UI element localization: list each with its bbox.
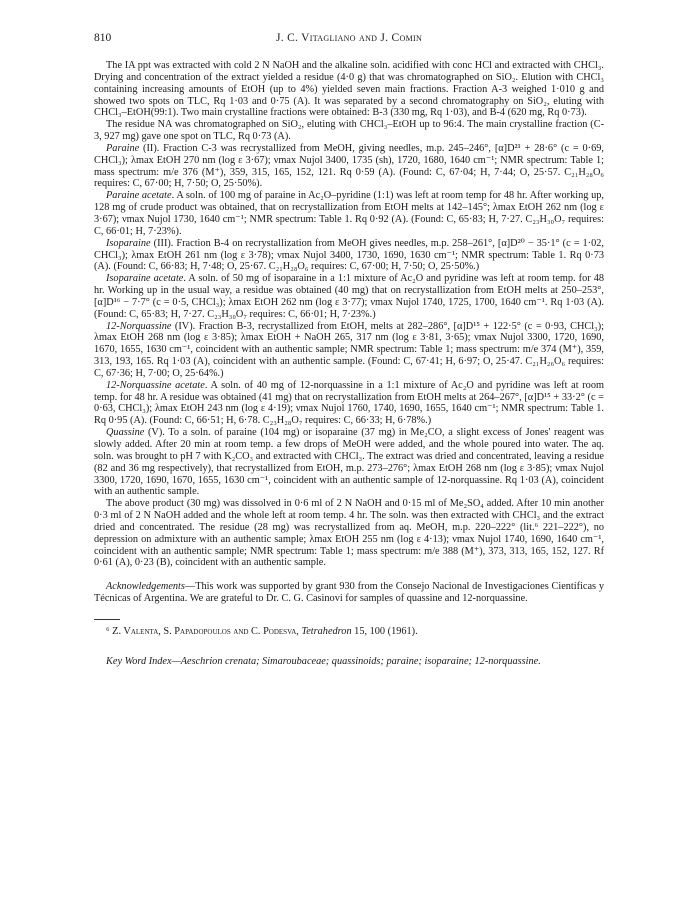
keyword-index: Key Word Index—Aeschrion crenata; Simaroubaceae; quassinoids; paraine; isoparaine; 12-norquassine. [106,655,541,667]
paragraph-isoparaine-acetate: Isoparaine acetate. A soln. of 50 mg of isoparaine in a 1:1 mixture of Ac₂O and pyridine was left at room temp. for 48 hr. Working up in the usual way, a residue was obtained (40 mg) that on recrystallization from EtOH melts at 250–253°, [α]D¹⁶ − 7·7° (c = 0·5, CHCl₃); λmax EtOH 262 nm (log ε 3·77); νmax Nujol 1740, 1725, 1700, 1640 cm⁻¹. Rq 1·03 (A). (Found: C, 65·83; H, 7·27. C₂₃H₃₀O₇ requires: C, 66·01; H, 7·23%.) [94,273,605,320]
paragraph-norquassine-acetate: 12-Norquassine acetate. A soln. of 40 mg of 12-norquassine in a 1:1 mixture of Ac₂O and pyridine was left at room temp. for 48 hr. A residue was obtained (41 mg) that on recrystallization from EtOH melts at 264–267°, [α]D¹⁵ + 33·2° (c = 0·63, CHCl₃); λmax EtOH 243 nm (log ε 4·19); νmax Nujol 1760, 1740, 1690, 1655, 1640 cm⁻¹; NMR spectrum: Table 1. Rq 0·95 (A). (Found: C, 66·51; H, 6·78. C₂₃H₂₈O₇ requires: C, 66·33; H, 6·78%.) [94,379,604,427]
paragraph-paraine-acetate: Paraine acetate. A soln. of 100 mg of paraine in Ac₂O–pyridine (1:1) was left at room temp for 48 hr. After working up, 128 mg of crude product was obtained, that on recrystallization from EtOH melts at 142–145°; λmax EtOH 262 nm (log ε 3·67); νmax Nujol 1730, 1640 cm⁻¹; NMR spectrum: Table 1. Rq 0·92 (A). (Found: C, 65·83; H, 7·27. C₂₃H₃₀O₇ requires: C, 66·01; H, 7·23%). [94,190,604,237]
paragraph-residue-na: The residue NA was chromatographed on SiO₂, eluting with CHCl₃–EtOH up to 96:4. The main crystalline fraction (C-3, 927 mg) gave one spot on TLC, Rq 0·73 (A). [94,119,604,143]
keyword-title: Key Word Index [106,655,172,667]
compound-heading: Quassine [106,427,145,439]
paragraph-isoparaine: Isoparaine (III). Fraction B-4 on recrystallization from MeOH gives needles, m.p. 258–261°, [α]D²⁰ − 35·1° (c = 1·02, CHCl₃); λmax EtOH 261 nm (log ε 3·78); νmax Nujol 3400, 1730, 1690, 1630 cm⁻¹; NMR spectrum: Table 1. Rq 0·73 (A). (Found: C, 66·83; H, 7·48; O, 25·67. C₂₁H₂₈O₆ requires: C, 67·00; H, 7·50; O, 25·50%.) [94,237,604,273]
page-number: 810 [94,32,112,44]
compound-heading: 12-Norquassine [106,320,172,332]
acknowledgements: Acknowledgements—This work was supported by grant 930 from the Consejo Nacional de Investigaciones Científicas y Técnicas of Argentina. We are grateful to Dr. C. G. Casinovi for samples of quassine and 12-norquassine. [94,581,604,605]
compound-heading: 12-Norquassine acetate [106,379,205,391]
compound-heading: Isoparaine acetate [106,273,184,285]
paragraph-norquassine: 12-Norquassine (IV). Fraction B-3, recrystallized from EtOH, melts at 282–286°, [α]D¹⁵ + 122·5° (c = 0·93, CHCl₃); λmax EtOH 268 nm (log ε 3·85); λmax EtOH + NaOH 265, 317 nm (log ε 3·81, 3·65); νmax Nujol 3300, 1720, 1690, 1670, 1655, 1630 cm⁻¹, coincident with an authentic sample; NMR spectrum: Table 1; mass spectrum: m/e 374 (M⁺), 359, 313, 193, 165. Rq 1·03 (A), coincident with an authentic sample. (Found: C, 67·41; H, 6·97; O, 25·47. C₂₁H₂₆O₆ requires: C, 67·36; H, 7·00; O, 25·64%.) [94,320,604,379]
compound-heading: Paraine acetate [106,190,172,202]
acknowledgements-title: Acknowledgements [106,581,185,593]
running-header [94,32,604,48]
reference-6: ⁶ Z. Valenta, S. Papadopoulos and C. Podesva, Tetrahedron 15, 100 (1961). [106,625,418,637]
running-authors: J. C. Vitagliano and J. Comin [275,32,423,44]
compound-heading: Paraine [106,142,140,154]
paragraph-paraine: Paraine (II). Fraction C-3 was recrystallized from MeOH, giving needles, m.p. 245–246°, [α]D²¹ + 28·6° (c = 0·69, CHCl₃); λmax EtOH 270 nm (log ε 3·67); νmax Nujol 3400, 1735 (sh), 1720, 1680, 1640 cm⁻¹; NMR spectrum: Table 1; mass spectrum: m/e 376 (M⁺), 359, 315, 165, 152, 121. Rq 0·59 (A). (Found: C, 67·04; H, 7·44; O, 25·57. C₂₁H₂₈O₆ requires: C, 67·00; H, 7·50; O, 25·50%). [94,142,604,190]
paragraph-extraction: The IA ppt was extracted with cold 2 N NaOH and the alkaline soln. acidified with conc HCl and extracted with CHCl₃. Drying and concentration of the extract yielded a residue (4·0 g) that was chromatographed on SiO₂. Elution with CHCl₃ containing increasing amounts of EtOH (up to 4%) yielded seven main fractions. Fraction A-3 weighed 1·010 g and showed two spots on TLC, Rq 1·03 and 0·75 (A). It was separated by a second chromatography on SiO₂, eluting with CHCl₃–EtOH(99:1). Two main crystalline fractions were obtained: B-3 (330 mg, Rq 1·03), and B-4 (620 mg, Rq 0·73). [94,60,604,119]
article-body [94,60,604,668]
paragraph-quassine: Quassine (V). To a soln. of paraine (104 mg) or isoparaine (37 mg) in Me₂CO, a slight excess of Jones' reagent was slowly added. After 20 min at room temp. a few drops of MeOH were added, and the whole poured into water. The aq. soln. was brought to pH 7 with K₂CO₃ and extracted with CHCl₃. The extract was dried and concentrated, leaving a residue (82 and 36 mg respectively), that recrystallized from EtOH, m.p. 273–276°; λmax EtOH 268 nm (log ε 3·85); νmax Nujol 3300, 1720, 1690, 1670, 1655, 1630 cm⁻¹, coincident with an authentic sample of 12-norquassine. Rq 1·03 (A), coincident with an authentic sample. [94,427,604,498]
footnote-divider [94,619,120,620]
paragraph-methylation: The above product (30 mg) was dissolved in 0·6 ml of 2 N NaOH and 0·15 ml of Me₂SO₄ added. After 10 min another 0·3 ml of 2 N NaOH added and the whole left at room temp. 4 hr. The soln. was then extracted with CHCl₃ and the extract dried and concentrated. The residue (28 mg) was recrystallized from aq. MeOH, m.p. 220–222° (lit.⁶ 221–222°), no depression on admixture with an authentic sample; λmax EtOH 255 nm (log ε 4·13); νmax Nujol 1740, 1690, 1640 cm⁻¹, coincident with an authentic sample; NMR spectrum: Table 1; mass spectrum: m/e 388 (M⁺), 373, 313, 165, 152, 127. Rf 0·61 (A), 0·23 (B), coincident with an authentic sample. [94,498,604,569]
compound-heading: Isoparaine [106,237,151,249]
